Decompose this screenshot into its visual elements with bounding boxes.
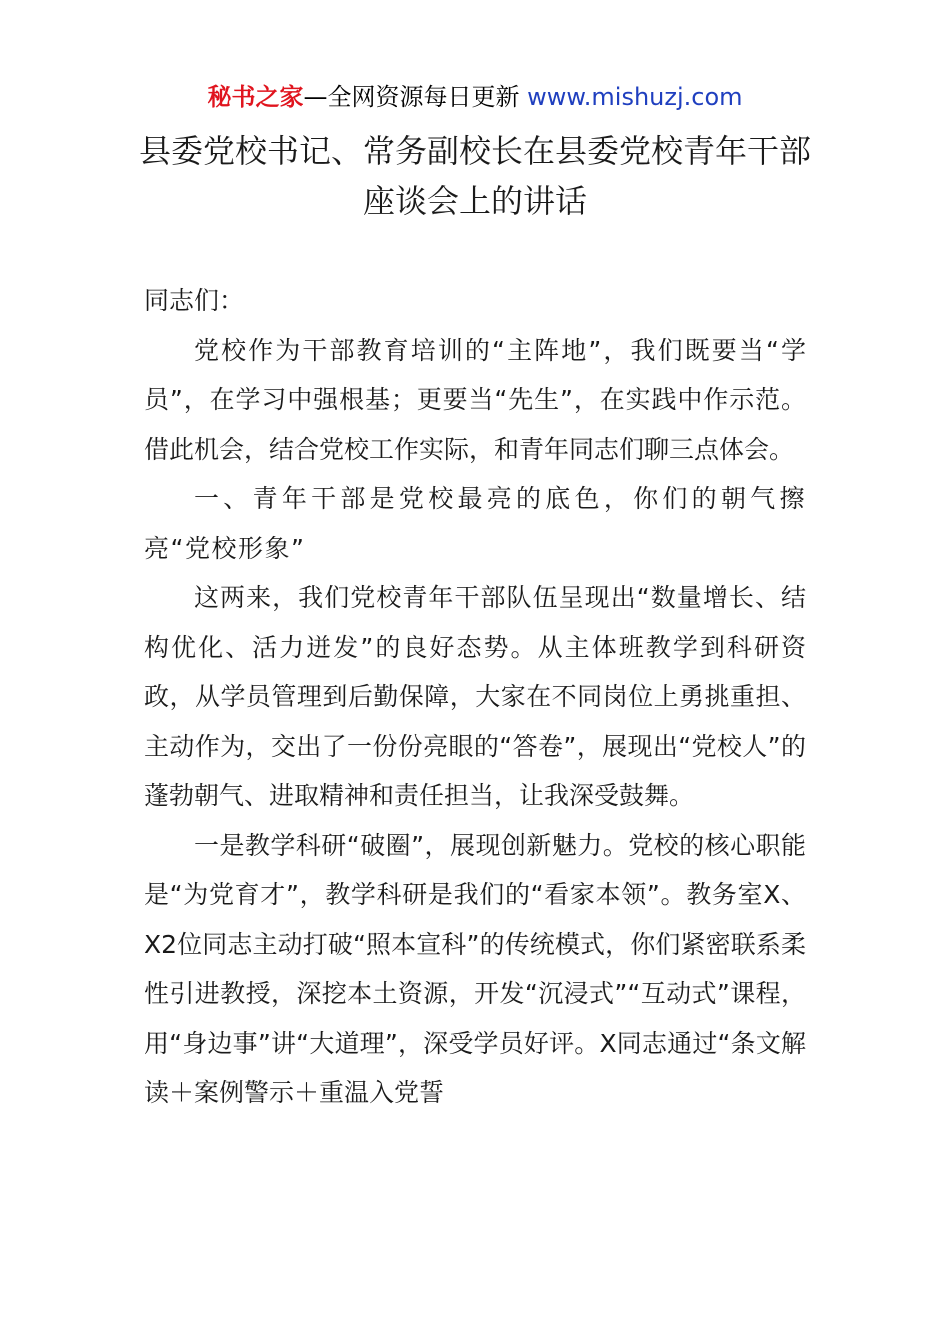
brand-name: 秘书之家 — [207, 83, 304, 111]
header-tagline: —全网资源每日更新 — [303, 83, 520, 111]
site-url[interactable]: www.mishuzj.com — [527, 83, 743, 111]
document-title: 县委党校书记、常务副校长在县委党校青年干部座谈会上的讲话 — [138, 132, 811, 220]
site-header — [0, 80, 950, 114]
document-body — [144, 276, 806, 1118]
salutation: 同志们： — [144, 286, 245, 315]
section-heading-1: 一、青年干部是党校最亮的底色，你们的朝气擦亮“党校形象” — [144, 484, 806, 563]
paragraph-teaching-research: 一是教学科研“破圈”，展现创新魅力。党校的核心职能是“为党育才”，教学科研是我们的“看家本领”。教务室X、X2位同志主动打破“照本宣科”的传统模式，你们紧密联系柔性引进教授，深挖本土资源，开发“沉浸式”“互动式”课程，用“身边事”讲“大道理”，深受学员好评。X同志通过“条文解读＋案例警示＋重温入党誓 — [144, 830, 806, 1107]
paragraph-intro: 党校作为干部教育培训的“主阵地”，我们既要当“学员”，在学习中强根基；更要当“先生”，在实践中作示范。借此机会，结合党校工作实际，和青年同志们聊三点体会。 — [144, 335, 806, 464]
paragraph-overview: 这两来，我们党校青年干部队伍呈现出“数量增长、结构优化、活力迸发”的良好态势。从主体班教学到科研资政，从学员管理到后勤保障，大家在不同岗位上勇挑重担、主动作为，交出了一份份亮眼的“答卷”，展现出“党校人”的蓬勃朝气、进取精神和责任担当，让我深受鼓舞。 — [144, 583, 806, 810]
